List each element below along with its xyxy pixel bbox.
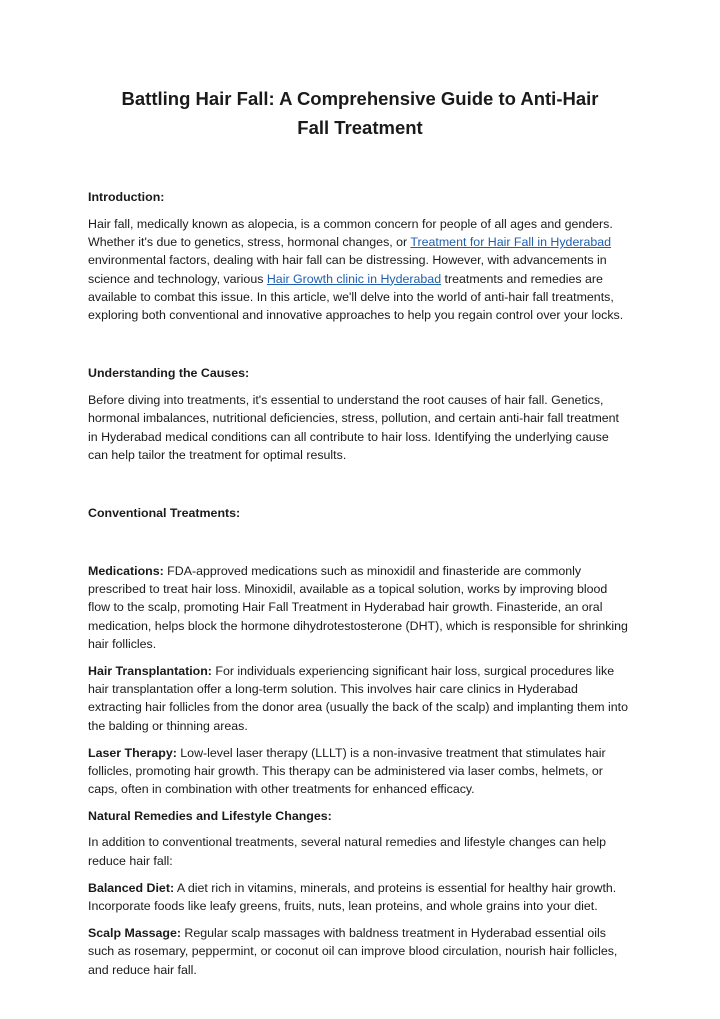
- medications-text: FDA-approved medications such as minoxidil and finasteride are commonly prescribed to treat hair loss. Minoxidil, available as a topical solution, works by improving blood flow to the scalp, promoting Hair Fall Treatment in Hyderabad hair growth. Finasteride, an oral medication, helps block the hormone dihydrotestosterone (DHT), which is responsible for shrinking hair follicles.: [88, 564, 628, 651]
- laser-therapy-paragraph: [88, 744, 632, 799]
- medications-lead: Medications:: [88, 564, 164, 579]
- hair-fall-treatment-link[interactable]: Treatment for Hair Fall in Hyderabad: [410, 235, 612, 250]
- hair-growth-clinic-link[interactable]: Hair Growth clinic in Hyderabad: [266, 271, 442, 286]
- hair-transplantation-text: For individuals experiencing significant hair loss, surgical procedures like hair transplantation offer a long-term solution. This involves hair care clinics in Hyderabad extracting hair follicles from the donor area (usually the back of the scalp) and implanting them into the balding or thinning areas.: [88, 664, 628, 733]
- scalp-massage-lead: Scalp Massage:: [88, 926, 181, 941]
- causes-paragraph: Before diving into treatments, it's essential to understand the root causes of hair fall. Genetics, hormonal imbalances, nutritional deficiencies, stress, pollution, and certain anti-hair fall treatment in Hyderabad medical conditions can all contribute to hair loss. Identifying the underlying cause can help tailor the treatment for optimal results.: [88, 393, 620, 462]
- hair-transplantation-paragraph: [88, 662, 632, 735]
- introduction-heading: Introduction:: [88, 190, 165, 204]
- introduction-text-2: environmental factors, dealing with hair fall can be distressing. However, with advancements in science and technology, various: [88, 253, 607, 286]
- laser-therapy-text: Low-level laser therapy (LLLT) is a non-invasive treatment that stimulates hair follicles, promoting hair growth. This therapy can be administered via laser combs, helmets, or caps, often in combination with other treatments for enhanced efficacy.: [88, 745, 606, 797]
- balanced-diet-paragraph: [88, 879, 632, 915]
- causes-heading: Understanding the Causes:: [88, 366, 250, 381]
- scalp-massage-text: Regular scalp massages with baldness treatment in Hyderabad essential oils such as rosemary, peppermint, or coconut oil can improve blood circulation, nourish hair follicles, and reduce hair fall.: [88, 926, 618, 977]
- medications-paragraph: [88, 562, 632, 653]
- scalp-massage-paragraph: [88, 924, 632, 979]
- document-title: Battling Hair Fall: A Comprehensive Guide to Anti-Hair Fall Treatment: [121, 88, 599, 138]
- introduction-text-1: Hair fall, medically known as alopecia, is a common concern for people of all ages and genders. Whether it's due to genetics, stress, hormonal changes, or: [88, 217, 613, 250]
- laser-therapy-lead: Laser Therapy:: [88, 745, 177, 760]
- introduction-text-3: treatments and remedies are available to combat this issue. In this article, we'll delve into the world of anti-hair fall treatments, exploring both conventional and innovative approaches to help you regain control over your locks.: [88, 271, 624, 323]
- conventional-heading: Conventional Treatments:: [88, 506, 241, 521]
- introduction-paragraph: [88, 215, 632, 324]
- natural-remedies-heading: Natural Remedies and Lifestyle Changes:: [88, 809, 332, 824]
- natural-remedies-intro: In addition to conventional treatments, several natural remedies and lifestyle changes can help reduce hair fall:: [88, 835, 606, 868]
- balanced-diet-text: A diet rich in vitamins, minerals, and proteins is essential for healthy hair growth. Incorporate foods like leafy greens, fruits, nuts, lean proteins, and whole grains into your diet.: [88, 880, 617, 914]
- hair-transplantation-lead: Hair Transplantation:: [88, 664, 212, 679]
- balanced-diet-lead: Balanced Diet:: [88, 880, 175, 895]
